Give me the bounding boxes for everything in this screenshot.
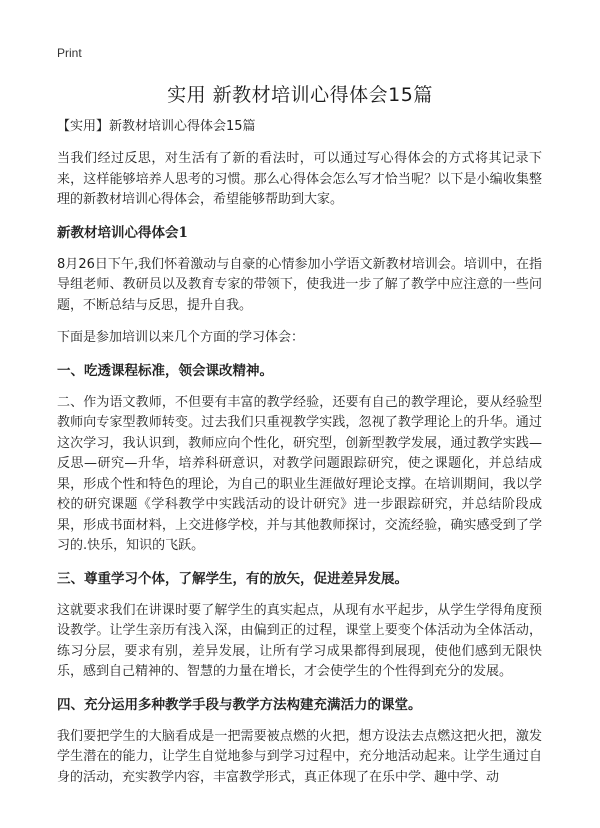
document-body	[57, 117, 542, 800]
section-title: 新教材培训心得体会1	[57, 224, 188, 241]
heading-3: 四、充分运用多种教学手段与教学方法构建充满活力的课堂。	[57, 696, 422, 713]
intro-paragraph: 当我们经过反思，对生活有了新的看法时，可以通过写心得体会的方式将其记录下来，这样能够培养人思考的习惯。那么心得体会怎么写才恰当呢？以下是小编收集整理的新教材培训心得体会，希望能够帮助到大家。	[57, 151, 542, 207]
heading-2: 三、尊重学习个体，了解学生，有的放矢，促进差异发展。	[57, 570, 408, 587]
heading-1: 一、吃透课程标准，领会课改精神。	[57, 362, 273, 379]
paragraph-4: 这就要求我们在讲课时要了解学生的真实起点，从现有水平起步，从学生学得角度预设教学。让学生亲历有浅入深，由偏到正的过程，课堂上要变个体活动为全体活动，练习分层，要求有别，差异发展，让所有学习成果都得到展现，使他们感到无限快乐，感到自己精神的、智慧的力量在增长，才会使学生的个性得到充分的发展。	[57, 602, 542, 679]
document-subtitle: 【实用】新教材培训心得体会15篇	[57, 119, 256, 134]
paragraph-5: 我们要把学生的大脑看成是一把需要被点燃的火把，想方设法去点燃这把火把，激发学生潜在的能力，让学生自觉地参与到学习过程中，充分地活动起来。让学生通过自身的活动，充实教学内容，丰富教学形式，真正体现了在乐中学、趣中学、动	[57, 728, 542, 785]
document-title: 实用 新教材培训心得体会15篇	[167, 84, 433, 106]
paragraph-3: 二、作为语文教师，不但要有丰富的教学经验，还要有自己的教学理论，要从经验型教师向专家型教师转变。过去我们只重视教学实践，忽视了教学理论上的升华。通过这次学习，我认识到，教师应向个性化，研究型，创新型教学发展，通过教学实践—反思—研究—升华，培养科研意识，对教学问题跟踪研究，使之课题化，并总结成果，形成个性和特色的理论，为自己的职业生涯做好理论支撑。在培训期间，我以学校的研究课题《学科教学中实践活动的设计研究》进一步跟踪研究，并总结阶段成果，形成书面材料，上交进修学校，并与其他教师探讨，交流经验，确实感受到了学习的.快乐，知识的飞跃。	[57, 394, 542, 553]
paragraph-1: 8月26日下午,我们怀着激动与自豪的心情参加小学语文新教材培训会。培训中，在指导组老师、教研员以及教育专家的带领下，使我进一步了解了教学中应注意的一些问题，不断总结与反思，提升自我。	[57, 256, 542, 313]
paragraph-2: 下面是参加培训以来几个方面的学习体会：	[57, 330, 305, 345]
print-label[interactable]: Print	[57, 46, 82, 60]
